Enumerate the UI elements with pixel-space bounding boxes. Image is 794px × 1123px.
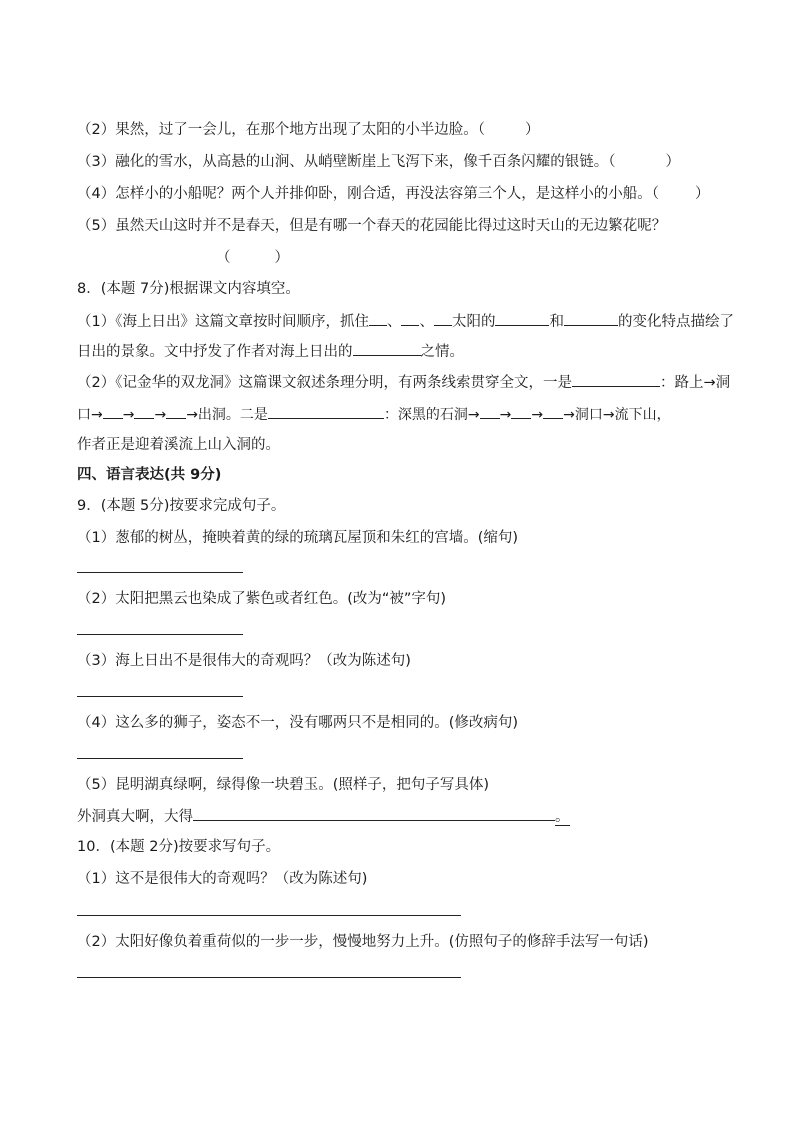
answer-line[interactable] (77, 572, 243, 573)
fill-blank[interactable] (268, 404, 384, 419)
q7-item-5-paren: （ ） (216, 250, 289, 266)
answer-line[interactable] (77, 758, 243, 759)
fill-blank[interactable] (572, 372, 660, 387)
answer-line[interactable] (77, 696, 243, 697)
q7-item-3: （3）融化的雪水，从高悬的山涧、从峭壁断崖上飞泻下来，像千百条闪耀的银链。（ ） (77, 154, 680, 170)
q7-item-2: （2）果然，过了一会儿，在那个地方出现了太阳的小半边脸。（ ） (77, 122, 540, 138)
q10-stem: 10．(本题 2分)按要求写句子。 (77, 839, 281, 855)
q10-sentence-1: （1）这不是很伟大的奇观吗？（改为陈述句) (77, 871, 368, 887)
q9-sentence-5: （5）昆明湖真绿啊，绿得像一块碧玉。(照样子，把句子写具体) (77, 777, 490, 793)
answer-blank[interactable] (231, 248, 275, 262)
fill-blank[interactable] (434, 311, 452, 326)
q8-stem: 8．(本题 7分)根据课文内容填空。 (77, 281, 300, 297)
answer-blank[interactable] (485, 120, 525, 134)
q9-sentence-2: （2）太阳把黑云也染成了紫色或者红色。(改为“被”字句) (77, 591, 447, 607)
fill-blank[interactable] (353, 341, 421, 356)
q9-sentence-3: （3）海上日出不是很伟大的奇观吗？（改为陈述句) (77, 653, 411, 669)
section-title: 四、语言表达(共 9分) (77, 467, 222, 483)
fill-blank[interactable] (543, 404, 563, 419)
fill-blank[interactable] (103, 404, 123, 419)
fill-blank[interactable] (564, 311, 618, 326)
fill-blank[interactable] (369, 311, 387, 326)
fill-blank[interactable] (166, 404, 186, 419)
q8-part2-line2: 口→ → → →出洞。二是 ：深黑的石洞→ → → →洞口→流下山， (77, 404, 671, 425)
fill-blank[interactable] (511, 404, 531, 419)
answer-blank[interactable] (659, 184, 695, 198)
q9-sentence-5-fill: 外洞真大啊，大得 。 (77, 806, 570, 827)
answer-line[interactable] (77, 915, 461, 916)
answer-blank[interactable] (615, 152, 665, 166)
q9-sentence-1: （1）葱郁的树丛，掩映着黄的绿的琉璃瓦屋顶和朱红的宫墙。(缩句) (77, 530, 519, 546)
fill-blank[interactable] (193, 806, 555, 821)
fill-blank[interactable] (480, 404, 500, 419)
q10-sentence-2: （2）太阳好像负着重荷似的一步一步，慢慢地努力上升。(仿照句子的修辞手法写一句话) (77, 934, 649, 950)
q9-stem: 9．(本题 5分)按要求完成句子。 (77, 498, 286, 514)
q7-item-5: （5）虽然天山这时并不是春天，但是有哪一个春天的花园能比得过这时天山的无边繁花呢？ (77, 218, 667, 234)
q8-part2-line1: （2）《记金华的双龙洞》这篇课文叙述条理分明，有两条线索贯穿全文，一是 ：路上→洞 (77, 372, 730, 393)
q7-item-4: （4）怎样小的小船呢？两个人并排仰卧，刚合适，再没法容第三个人，是这样小的小船。（ ） (77, 186, 710, 202)
answer-line[interactable] (77, 977, 461, 978)
fill-blank[interactable] (401, 311, 419, 326)
fill-blank[interactable] (495, 311, 549, 326)
answer-line[interactable] (77, 634, 243, 635)
q8-part1-line2: 日出的景象。文中抒发了作者对海上日出的 之情。 (77, 341, 464, 362)
q8-part2-line3: 作者正是迎着溪流上山入洞的。 (77, 437, 280, 453)
fill-blank[interactable] (134, 404, 154, 419)
q8-part1-line1: （1）《海上日出》这篇文章按时间顺序，抓住 、 、 太阳的 和 的变化特点描绘了 (77, 311, 734, 332)
q9-sentence-4: （4）这么多的狮子，姿态不一，没有哪两只不是相同的。(修改病句) (77, 715, 519, 731)
